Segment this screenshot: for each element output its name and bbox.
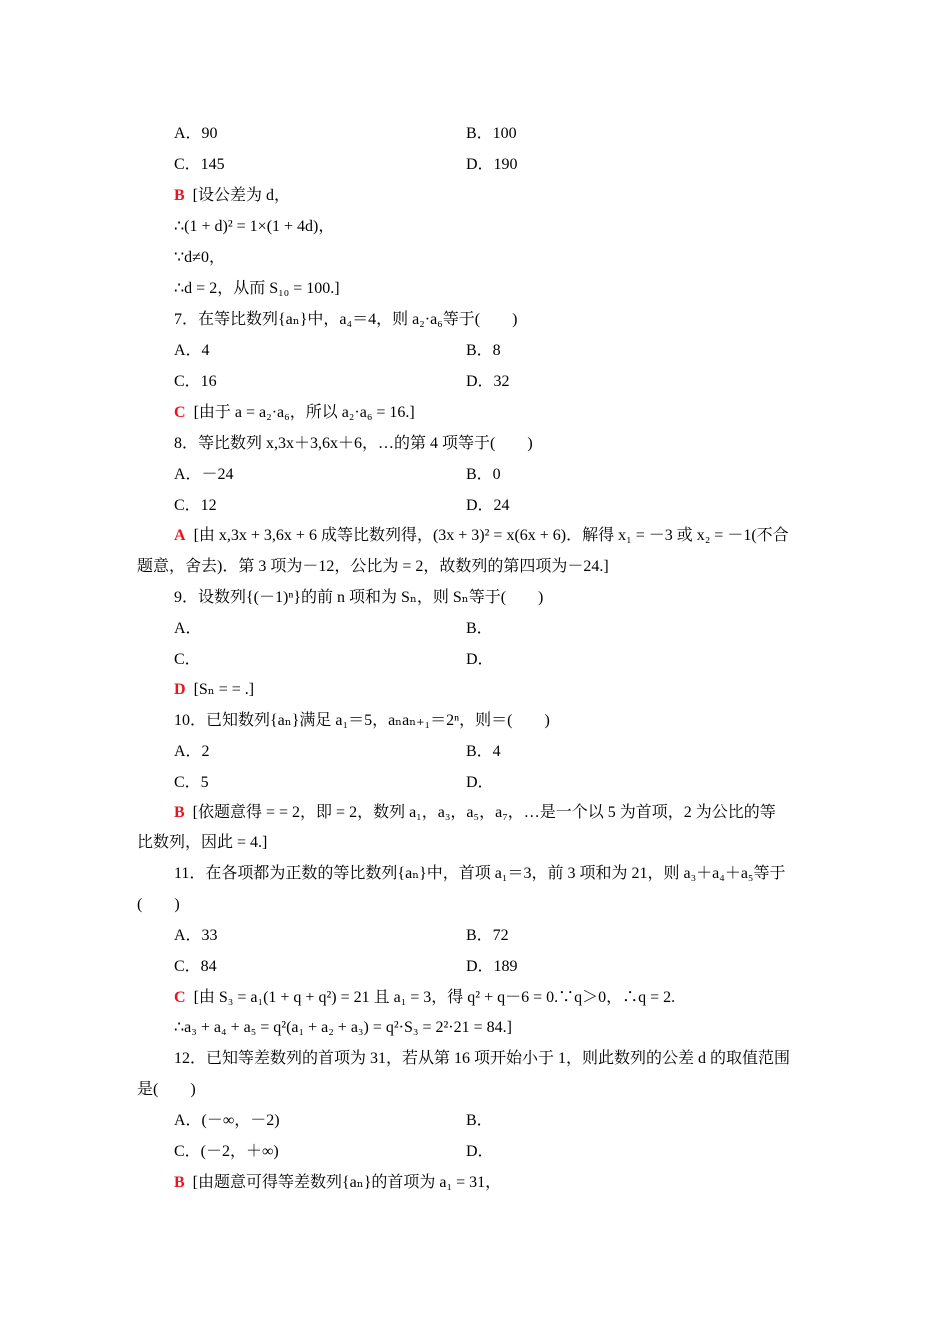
solution-line: ∴a₃ + a₄ + a₅ = q²(a₁ + a₂ + a₃) = q²·S₃ = 2²·21 = 84.] xyxy=(174,1019,512,1036)
option-c: C． xyxy=(174,651,201,668)
solution-line xyxy=(174,680,254,700)
solution-text: [由于 a = a₂·a₆，所以 a₂·a₆ = 16.] xyxy=(193,404,415,421)
solution-text: [依题意得 = = 2，即 = 2，数列 a₁，a₃，a₅，a₇，…是一个以 5 为首项，2 为公比的等 xyxy=(192,804,776,821)
solution-text: [Sₙ = = .] xyxy=(193,681,255,698)
question-stem: 8．等比数列 x,3x＋3,6x＋6，…的第 4 项等于( ) xyxy=(174,435,533,452)
option-a: A．90 xyxy=(174,125,218,142)
option-d: D．24 xyxy=(466,497,510,514)
solution-text: [由 x,3x + 3,6x + 6 成等比数列得，(3x + 3)² = x(6x + 6)．解得 x₁ = －3 或 x₂ = －1(不合 xyxy=(193,527,789,544)
solution-text: [由 S₃ = a₁(1 + q + q²) = 21 且 a₁ = 3，得 q² + q－6 = 0.∵q＞0，∴q = 2. xyxy=(193,989,676,1006)
solution-line xyxy=(174,526,789,546)
solution-line: 比数列，因此 = 4.] xyxy=(137,834,268,851)
option-b: B． xyxy=(466,1112,493,1129)
option-d: D．189 xyxy=(466,958,518,975)
solution-line xyxy=(174,403,415,423)
solution-line: 题意，舍去)．第 3 项为－12，公比为 = 2，故数列的第四项为－24.] xyxy=(137,558,609,575)
solution-line: ∵d≠0， xyxy=(174,249,225,266)
answer-label: D xyxy=(174,681,186,698)
solution-line: ∴(1 + d)² = 1×(1 + 4d)， xyxy=(174,218,335,235)
option-d: D．190 xyxy=(466,156,518,173)
option-a: A．2 xyxy=(174,743,210,760)
question-stem: 10．已知数列{aₙ}满足 a₁＝5，aₙaₙ₊₁＝2ⁿ，则＝( ) xyxy=(174,712,550,729)
question-stem: 是( ) xyxy=(137,1081,196,1098)
option-c: C．12 xyxy=(174,497,217,514)
question-stem: 11．在各项都为正数的等比数列{aₙ}中，首项 a₁＝3，前 3 项和为 21，则 a₃＋a₄＋a₅等于 xyxy=(174,865,786,882)
option-b: B．72 xyxy=(466,927,509,944)
question-stem: 12．已知等差数列的首项为 31，若从第 16 项开始小于 1，则此数列的公差 d 的取值范围 xyxy=(174,1050,791,1067)
option-b: B．8 xyxy=(466,342,501,359)
option-a: A． xyxy=(174,620,202,637)
question-stem: ( ) xyxy=(137,896,180,913)
option-c: C．5 xyxy=(174,774,209,791)
answer-label: A xyxy=(174,527,186,544)
answer-label: B xyxy=(174,187,185,204)
solution-line: ∴d = 2，从而 S₁₀ = 100.] xyxy=(174,280,340,297)
option-d: D． xyxy=(466,774,494,791)
answer-label: B xyxy=(174,1174,185,1191)
answer-label: C xyxy=(174,404,186,421)
option-b: B．100 xyxy=(466,125,517,142)
option-c: C．16 xyxy=(174,373,217,390)
option-d: D． xyxy=(466,651,494,668)
option-a: A．33 xyxy=(174,927,218,944)
option-b: B．0 xyxy=(466,466,501,483)
option-a: A．(－∞，－2) xyxy=(174,1112,280,1129)
solution-line xyxy=(174,803,776,823)
option-c: C．145 xyxy=(174,156,225,173)
option-d: D． xyxy=(466,1143,494,1160)
question-stem: 7．在等比数列{aₙ}中，a₄＝4，则 a₂·a₆等于( ) xyxy=(174,311,518,328)
question-stem: 9．设数列{(－1)ⁿ}的前 n 项和为 Sₙ，则 Sₙ等于( ) xyxy=(174,589,544,606)
solution-line xyxy=(174,988,675,1008)
option-c: C．(－2，＋∞) xyxy=(174,1143,279,1160)
solution-line xyxy=(174,1173,501,1193)
solution-line xyxy=(174,186,290,206)
solution-text: [设公差为 d， xyxy=(192,187,291,204)
option-a: A．－24 xyxy=(174,466,234,483)
answer-label: B xyxy=(174,804,185,821)
solution-text: [由题意可得等差数列{aₙ}的首项为 a₁ = 31， xyxy=(192,1174,502,1191)
option-d: D．32 xyxy=(466,373,510,390)
option-c: C．84 xyxy=(174,958,217,975)
option-a: A．4 xyxy=(174,342,210,359)
option-b: B． xyxy=(466,620,493,637)
option-b: B．4 xyxy=(466,743,501,760)
answer-label: C xyxy=(174,989,186,1006)
